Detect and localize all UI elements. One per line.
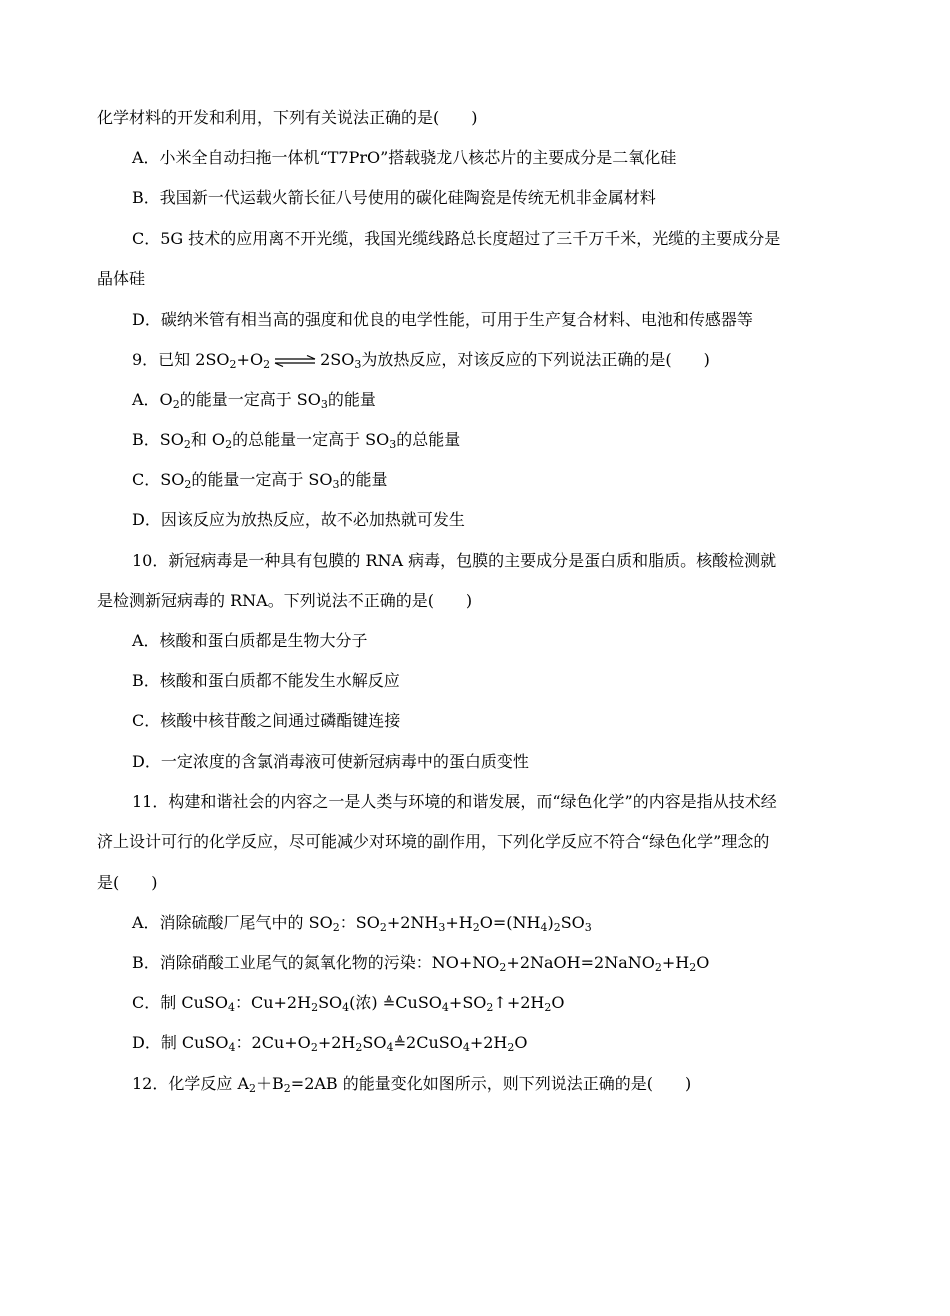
subscript: 3 — [354, 358, 362, 371]
q10-stem1: 10．新冠病毒是一种具有包膜的 RNA 病毒，包膜的主要成分是蛋白质和脂质。核酸检测就 — [132, 551, 777, 570]
q9-b-mid1: 和 O — [190, 430, 226, 449]
q9-stem — [132, 350, 710, 370]
q11-stem3: 是( ) — [97, 873, 158, 892]
q10-c-text: C．核酸中核苷酸之间通过磷酯键连接 — [132, 711, 401, 730]
q8-option-c-text: C．5G 技术的应用离不开光缆，我国光缆线路总长度超过了三千万千米，光缆的主要成分是 — [132, 229, 781, 248]
subscript: 2 — [263, 358, 271, 371]
q9-b-suffix: 的总能量 — [396, 430, 461, 449]
q11-c-eq1: ：Cu+2H — [234, 993, 312, 1012]
q11-stem1: 11．构建和谐社会的内容之一是人类与环境的和谐发展，而“绿色化学”的内容是指从技术经 — [132, 792, 777, 811]
subscript: 4 — [227, 1001, 235, 1014]
subscript: 2 — [183, 438, 191, 451]
subscript: 2 — [229, 358, 237, 371]
heat-symbol-icon: ≜ — [393, 1034, 407, 1052]
q8-option-b-text: B．我国新一代运载火箭长征八号使用的碳化硅陶瓷是传统无机非金属材料 — [132, 188, 656, 207]
q10-a-text: A．核酸和蛋白质都是生物大分子 — [132, 631, 368, 650]
q11-d-eq3: SO — [362, 1033, 387, 1052]
subscript: 2 — [310, 1041, 318, 1054]
q9-c-mid: 的能量一定高于 SO — [191, 470, 333, 489]
q11-a-eq2: +2NH — [386, 913, 439, 932]
q11-b-eq3: +H — [661, 953, 690, 972]
q11-b-text: B．消除硝酸工业尾气的氮氧化物的污染：NO+NO — [132, 953, 500, 972]
subscript: 4 — [540, 921, 548, 934]
q9-option-a — [132, 390, 376, 410]
q9-d-text: D．因该反应为放热反应，故不必加热就可发生 — [132, 510, 465, 529]
subscript: 3 — [389, 438, 397, 451]
q9-option-d — [132, 510, 465, 530]
equilibrium-arrow-icon — [273, 355, 317, 367]
q12-prefix: 12．化学反应 A — [132, 1074, 250, 1093]
q11-c-eq6: ↑+2H — [493, 993, 545, 1012]
q9-a-prefix: A．O — [132, 390, 173, 409]
subscript: 2 — [283, 1082, 291, 1095]
q11-c-eq5: +SO — [448, 993, 487, 1012]
q11-a-text: A．消除硫酸厂尾气中的 SO — [132, 913, 333, 932]
q8-option-b — [132, 188, 656, 208]
q10-option-c — [132, 711, 400, 731]
subscript: 4 — [228, 1041, 236, 1054]
q9-b-prefix: B．SO — [132, 430, 184, 449]
subscript: 3 — [584, 921, 592, 934]
q10-stem-line1 — [132, 551, 776, 571]
q12-stem — [132, 1074, 691, 1094]
q9-option-c — [132, 470, 388, 490]
q8-option-c-text-cont: 晶体硅 — [97, 269, 146, 288]
q8-option-c — [132, 229, 780, 249]
q8-option-a-text: A．小米全自动扫拖一体机“T7PrO”搭载骁龙八核芯片的主要成分是二氧化硅 — [132, 148, 677, 167]
q11-stem-line3 — [97, 873, 158, 893]
q8-option-a — [132, 148, 676, 168]
q11-d-eq1: ：2Cu+O — [235, 1033, 311, 1052]
q11-stem-line2 — [97, 832, 769, 852]
q9-stem-suffix: 为放热反应，对该反应的下列说法正确的是( ) — [361, 350, 710, 369]
q11-c-eq2: SO — [318, 993, 343, 1012]
q11-c-eq3: (浓) — [349, 993, 383, 1012]
q11-d-eq5: +2H — [469, 1033, 508, 1052]
q11-option-d — [132, 1033, 528, 1053]
q9-a-mid: 的能量一定高于 SO — [179, 390, 321, 409]
q12-suffix: =2AB 的能量变化如图所示，则下列说法正确的是( ) — [290, 1074, 692, 1093]
subscript: 2 — [654, 961, 662, 974]
subscript: 2 — [499, 961, 507, 974]
q8-option-d-text: D．碳纳米管有相当高的强度和优良的电学性能，可用于生产复合材料、电池和传感器等 — [132, 310, 753, 329]
q9-stem-prefix: 9．已知 2SO — [132, 350, 230, 369]
q10-option-d — [132, 752, 529, 772]
q9-stem-mid1: +O — [236, 350, 264, 369]
subscript: 2 — [553, 921, 561, 934]
q11-option-b — [132, 953, 709, 973]
q11-d-text: D．制 CuSO — [132, 1033, 229, 1052]
q11-d-eq6: O — [514, 1033, 528, 1052]
q11-stem2: 济上设计可行的化学反应，尽可能减少对环境的副作用，下列化学反应不符合“绿色化学”理念的 — [97, 832, 770, 851]
subscript: 3 — [438, 921, 446, 934]
q9-a-suffix: 的能量 — [327, 390, 376, 409]
subscript: 2 — [379, 921, 387, 934]
subscript: 2 — [544, 1001, 552, 1014]
q8-stem: 化学材料的开发和利用，下列有关说法正确的是( ) — [97, 108, 478, 127]
q11-a-eq: ：SO — [339, 913, 380, 932]
q11-a-eq6: SO — [560, 913, 585, 932]
q10-b-text: B．核酸和蛋白质都不能发生水解反应 — [132, 671, 400, 690]
q9-b-mid2: 的总能量一定高于 SO — [232, 430, 390, 449]
heat-symbol-icon: ≜ — [382, 994, 396, 1012]
q9-stem-mid2: 2SO — [320, 350, 355, 369]
q8-option-d — [132, 310, 753, 330]
q10-option-b — [132, 671, 400, 691]
q11-option-c — [132, 993, 564, 1013]
q11-c-eq7: O — [551, 993, 565, 1012]
subscript: 2 — [507, 1041, 515, 1054]
subscript: 2 — [332, 921, 340, 934]
q11-b-eq4: O — [696, 953, 710, 972]
subscript: 4 — [342, 1001, 350, 1014]
q11-c-text: C．制 CuSO — [132, 993, 228, 1012]
q11-option-a — [132, 913, 592, 933]
q10-stem-line2 — [97, 591, 472, 611]
subscript: 2 — [355, 1041, 363, 1054]
subscript: 2 — [225, 438, 233, 451]
q11-d-eq2: +2H — [317, 1033, 356, 1052]
subscript: 4 — [462, 1041, 470, 1054]
q8-stem-line — [97, 108, 478, 128]
q11-d-eq4: 2CuSO — [406, 1033, 463, 1052]
subscript: 2 — [689, 961, 697, 974]
q11-a-eq3: +H — [445, 913, 473, 932]
q8-option-c-cont — [97, 269, 145, 289]
subscript: 2 — [249, 1082, 257, 1095]
subscript: 4 — [441, 1001, 449, 1014]
q11-c-eq4: CuSO — [395, 993, 442, 1012]
subscript: 2 — [311, 1001, 319, 1014]
q11-stem-line1 — [132, 792, 777, 812]
subscript: 2 — [184, 478, 192, 491]
q10-option-a — [132, 631, 368, 651]
q11-a-eq4: O=(NH — [479, 913, 541, 932]
subscript: 2 — [472, 921, 480, 934]
subscript: 4 — [386, 1041, 394, 1054]
q9-c-prefix: C．SO — [132, 470, 185, 489]
subscript: 3 — [320, 398, 328, 411]
q11-b-eq2: +2NaOH=2NaNO — [506, 953, 655, 972]
q12-mid: ＋B — [256, 1074, 284, 1093]
q9-c-suffix: 的能量 — [339, 470, 388, 489]
subscript: 3 — [332, 478, 340, 491]
q10-stem2: 是检测新冠病毒的 RNA。下列说法不正确的是( ) — [97, 591, 473, 610]
subscript: 2 — [486, 1001, 494, 1014]
q9-option-b — [132, 430, 460, 450]
q10-d-text: D．一定浓度的含氯消毒液可使新冠病毒中的蛋白质变性 — [132, 752, 529, 771]
q11-a-eq5: ) — [547, 913, 554, 932]
subscript: 2 — [172, 398, 180, 411]
